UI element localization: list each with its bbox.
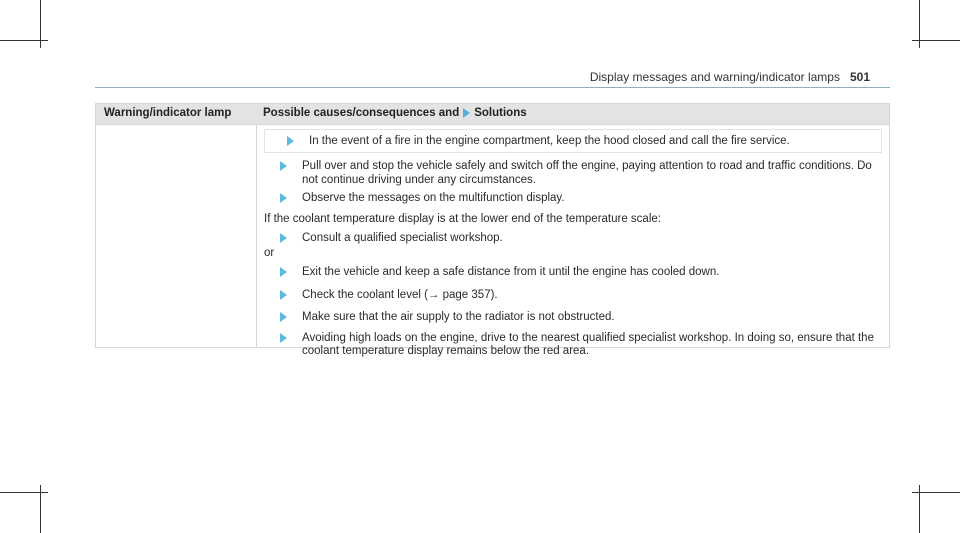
step-text: Check the coolant level (→ page 357). <box>302 289 498 301</box>
crop-mark <box>912 40 960 41</box>
step-text-cont: not continue driving under any circumstances. <box>302 174 536 186</box>
running-head-title: Display messages and warning/indicator lamps <box>589 70 840 84</box>
arrow-right-icon <box>280 312 287 322</box>
crop-mark <box>912 492 960 493</box>
col-header-lamp: Warning/indicator lamp <box>104 107 232 119</box>
running-head <box>590 70 870 84</box>
warning-table <box>95 103 890 357</box>
header-rule <box>95 87 890 88</box>
step-text: Observe the messages on the multifunction display. <box>302 192 565 204</box>
step-text: Consult a qualified specialist workshop. <box>302 232 503 244</box>
arrow-right-icon <box>280 193 287 203</box>
col-header-causes-text: Possible causes/consequences and <box>263 107 460 119</box>
arrow-right-icon <box>280 267 287 277</box>
arrow-right-icon <box>280 233 287 243</box>
step-text: Avoiding high loads on the engine, drive to the nearest qualified specialist workshop. In doing so, ensure that the <box>302 332 874 344</box>
arrow-right-icon <box>280 333 287 343</box>
col-header-solutions: Solutions <box>474 107 527 119</box>
arrow-right-icon <box>280 161 287 171</box>
crop-mark <box>0 40 48 41</box>
table-header <box>96 104 889 124</box>
column-divider <box>256 124 257 347</box>
page-number: 501 <box>849 70 870 84</box>
or-text: or <box>264 247 275 259</box>
divider <box>96 124 889 125</box>
step-text: Exit the vehicle and keep a safe distance from it until the engine has cooled down. <box>302 266 720 278</box>
arrow-right-icon <box>287 136 294 146</box>
arrow-right-icon <box>280 290 287 300</box>
col-header-causes <box>263 107 527 119</box>
continued-cell <box>264 129 882 153</box>
condition-text: If the coolant temperature display is at the lower end of the temperature scale: <box>264 213 661 225</box>
arrow-right-icon <box>463 108 470 118</box>
step-text: Pull over and stop the vehicle safely and switch off the engine, paying attention to road and traffic conditions. Do <box>302 160 872 172</box>
step-text: In the event of a fire in the engine compartment, keep the hood closed and call the fire service. <box>309 135 790 147</box>
step-text-cont: coolant temperature display remains below the red area. <box>302 345 590 357</box>
step-text: Make sure that the air supply to the radiator is not obstructed. <box>302 311 615 323</box>
crop-mark <box>0 492 48 493</box>
